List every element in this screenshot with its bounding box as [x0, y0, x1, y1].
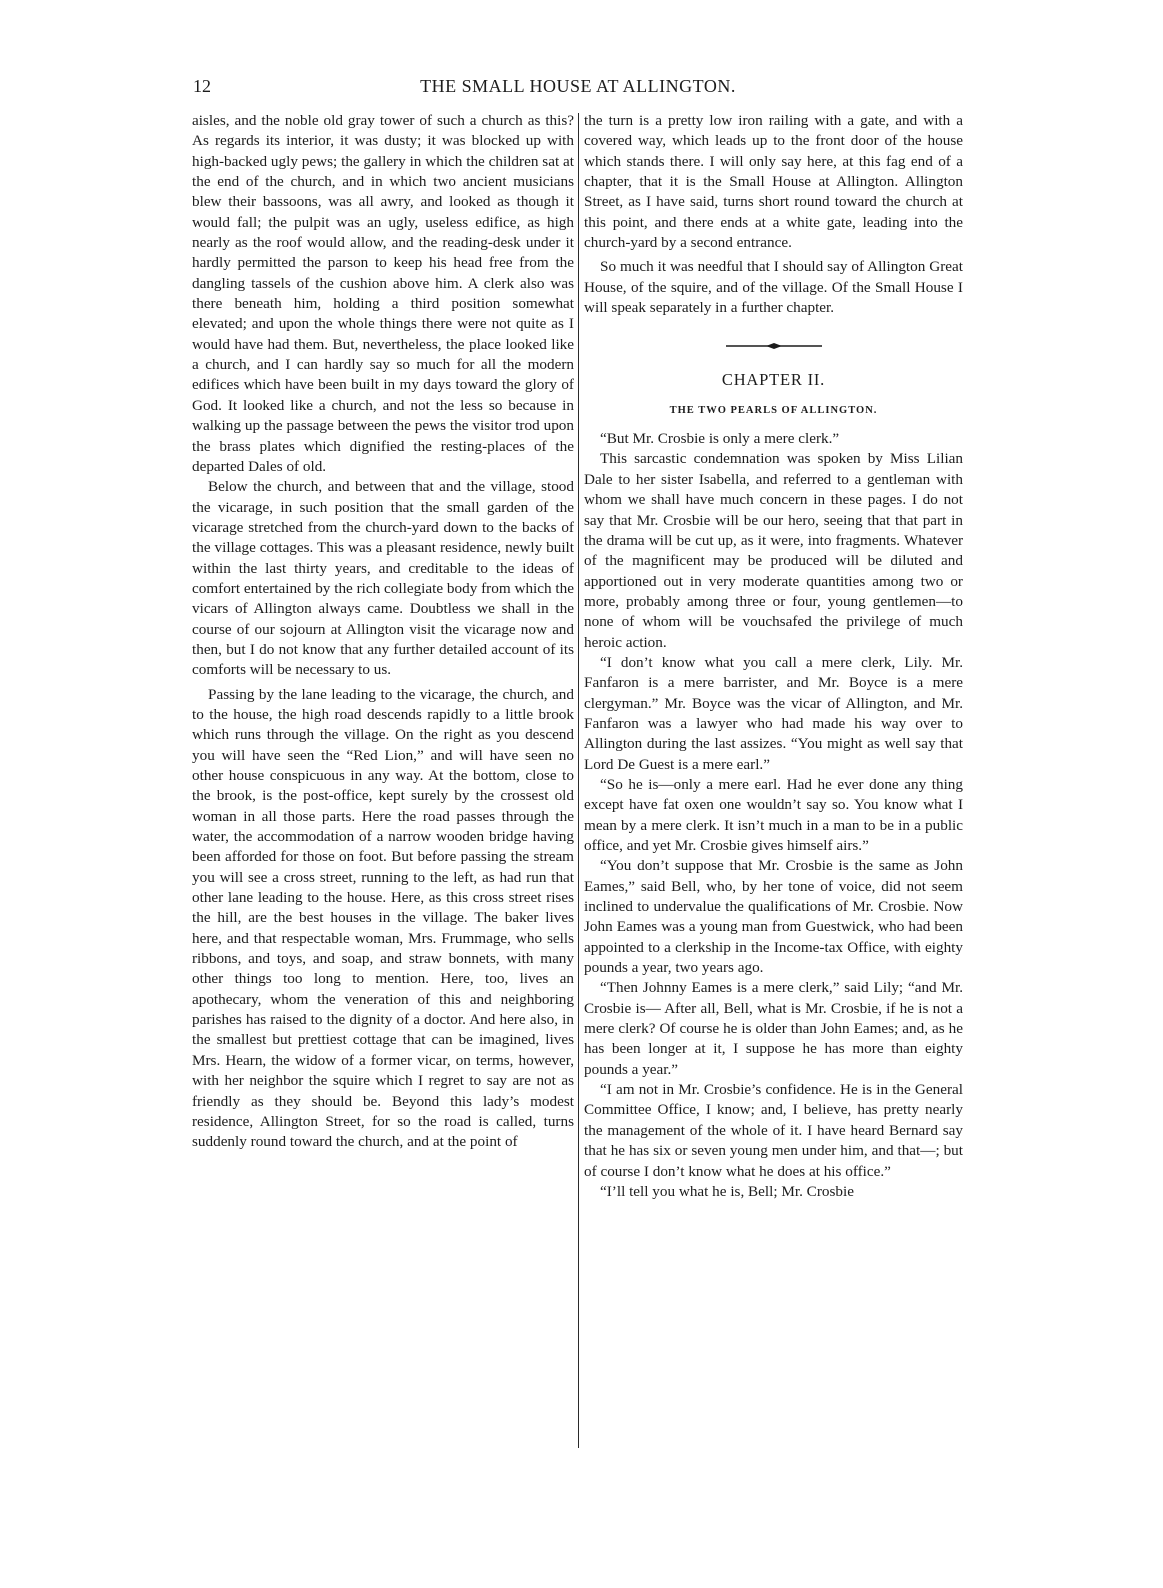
column-divider [578, 113, 579, 1448]
paragraph: the turn is a pretty low iron railing with a gate, and with a covered way, which leads up to the front door of the house which stands there. I will only say here, at this fag end of a chapter, that it is the Small House at Allington. Allington Street, as I have said, turns short round toward the church at this point, and there ends at a white gate, leading into the church-yard by a second entrance. [584, 112, 963, 252]
right-column [584, 111, 963, 1202]
paragraph: Below the church, and between that and the village, stood the vicarage, in such position that the small garden of the vicarage stretched from the church-yard down to the backs of the village cottages. This was a pleasant residence, newly built within the last thirty years, and creditable to the ideas of comfort entertained by the rich collegiate body from which the vicars of Allington always came. Doubtless we shall in the course of our sojourn at Allington visit the vicarage now and then, but I do not know that any further detailed account of its comforts will be necessary to us. [192, 478, 574, 679]
paragraph: Passing by the lane leading to the vicarage, the church, and to the house, the high road descends rapidly to a little brook which runs through the village. On the right as you descend you will have seen the “Red Lion,” and will have seen no other house conspicuous in any way. At the bottom, close to the brook, is the post-office, kept surely by the crossest old woman in all those parts. Here the road passes through the water, the accommodation of a narrow wooden bridge having been afforded for those on foot. But before passing the stream you will see a cross street, running to the left, as had run that other lane leading to the house. Here, as this cross street rises the hill, are the best houses in the village. The baker lives here, and that respectable woman, Mrs. Frummage, who sells ribbons, and toys, and soap, and straw bonnets, with many other things too long to mention. Here, too, lives an apothecary, whom the veneration of this and neighboring parishes has raised to the dignity of a doctor. And here also, in the smallest but prettiest cottage that can be imagined, lives Mrs. Hearn, the widow of a former vicar, on terms, however, with her neighbor the squire which I regret to say are not as friendly as they should be. Beyond this lady’s modest residence, Allington Street, for so the road is called, turns suddenly round toward the church, and at the point of [192, 685, 574, 1151]
page-header [193, 76, 963, 106]
page-number: 12 [193, 76, 211, 96]
left-column [192, 111, 574, 1153]
paragraph: “But Mr. Crosbie is only a mere clerk.” [600, 430, 840, 448]
chapter-subtitle: THE TWO PEARLS OF ALLINGTON. [669, 404, 878, 416]
paragraph: This sarcastic condemnation was spoken by Miss Lilian Dale to her sister Isabella, and referred to a gentleman with whom we shall have much concern in these pages. I do not say that Mr. Crosbie will be our hero, seeing that that part in the drama will be cut up, as it were, into fragments. Whatever of the magnificent may be produced will be diluted and apportioned out in very moderate quantities among two or more, probably among three or four, young gentlemen—to none of whom will be vouchsafed the privilege of much heroic action. [584, 450, 963, 651]
paragraph: “I don’t know what you call a mere clerk, Lily. Mr. Fanfaron is a mere barrister, and Mr. Boyce is a mere clergyman.” Mr. Boyce was the vicar of Allington, and Mr. Fanfaron was a lawyer who had made his way over to Allington during the last assizes. “You might as well say that Lord De Guest is a mere earl.” [584, 653, 963, 773]
paragraph: “I’ll tell you what he is, Bell; Mr. Crosbie [600, 1182, 854, 1200]
chapter-title: CHAPTER II. [721, 370, 826, 390]
paragraph: So much it was needful that I should say of Allington Great House, of the squire, and of the village. Of the Small House I will speak separately in a further chapter. [584, 258, 963, 317]
paragraph: aisles, and the noble old gray tower of such a church as this? As regards its interior, it was dusty; it was blocked up with high-backed ugly pews; the gallery in which the children sat at the end of the church, and in which two ancient musicians blew their bassoons, was all awry, and looked as though it would fall; the pulpit was an ugly, useless edifice, as high nearly as the roof would allow, and the reading-desk under it hardly permitted the parson to keep his head free from the dangling tassels of the cushion above him. A clerk also was there beneath him, holding a third position somewhat elevated; and upon the whole things there were not quite as I would have had them. But, nevertheless, the place looked like a church, and I can hardly say so much for all the modern edifices which have been built in my days toward the glory of God. It looked like a church, and not the less so because in walking up the passage between the pews the visitor trod upon the brass plates which dignified the resting-places of the departed Dales of old. [192, 112, 574, 475]
paragraph: “So he is—only a mere earl. Had he ever done any thing except have fat oxen one wouldn’t say so. You know what I mean by a mere clerk. It isn’t much in a man to be in a public office, and yet Mr. Crosbie gives himself airs.” [584, 775, 963, 854]
paragraph: “You don’t suppose that Mr. Crosbie is the same as John Eames,” said Bell, who, by her tone of voice, did not seem inclined to undervalue the qualifications of Mr. Crosbie. Now John Eames was a young man from Guestwick, who had been appointed to a clerkship in the Income-tax Office, with eighty pounds a year, two years ago. [584, 857, 963, 977]
section-ornament [726, 342, 822, 350]
paragraph: “Then Johnny Eames is a mere clerk,” said Lily; “and Mr. Crosbie is— After all, Bell, what is Mr. Crosbie, if he is not a mere clerk? Of course he is older than John Eames; and, as he has been longer at it, I suppose he has more than eighty pounds a year.” [584, 979, 963, 1078]
paragraph: “I am not in Mr. Crosbie’s confidence. He is in the General Committee Office, I know; and, I believe, has pretty nearly the management of the whole of it. I have heard Bernard say that he has six or seven young men under him, and that—; but of course I don’t know what he does at his office.” [584, 1081, 963, 1180]
running-title: THE SMALL HOUSE AT ALLINGTON. [420, 76, 736, 96]
